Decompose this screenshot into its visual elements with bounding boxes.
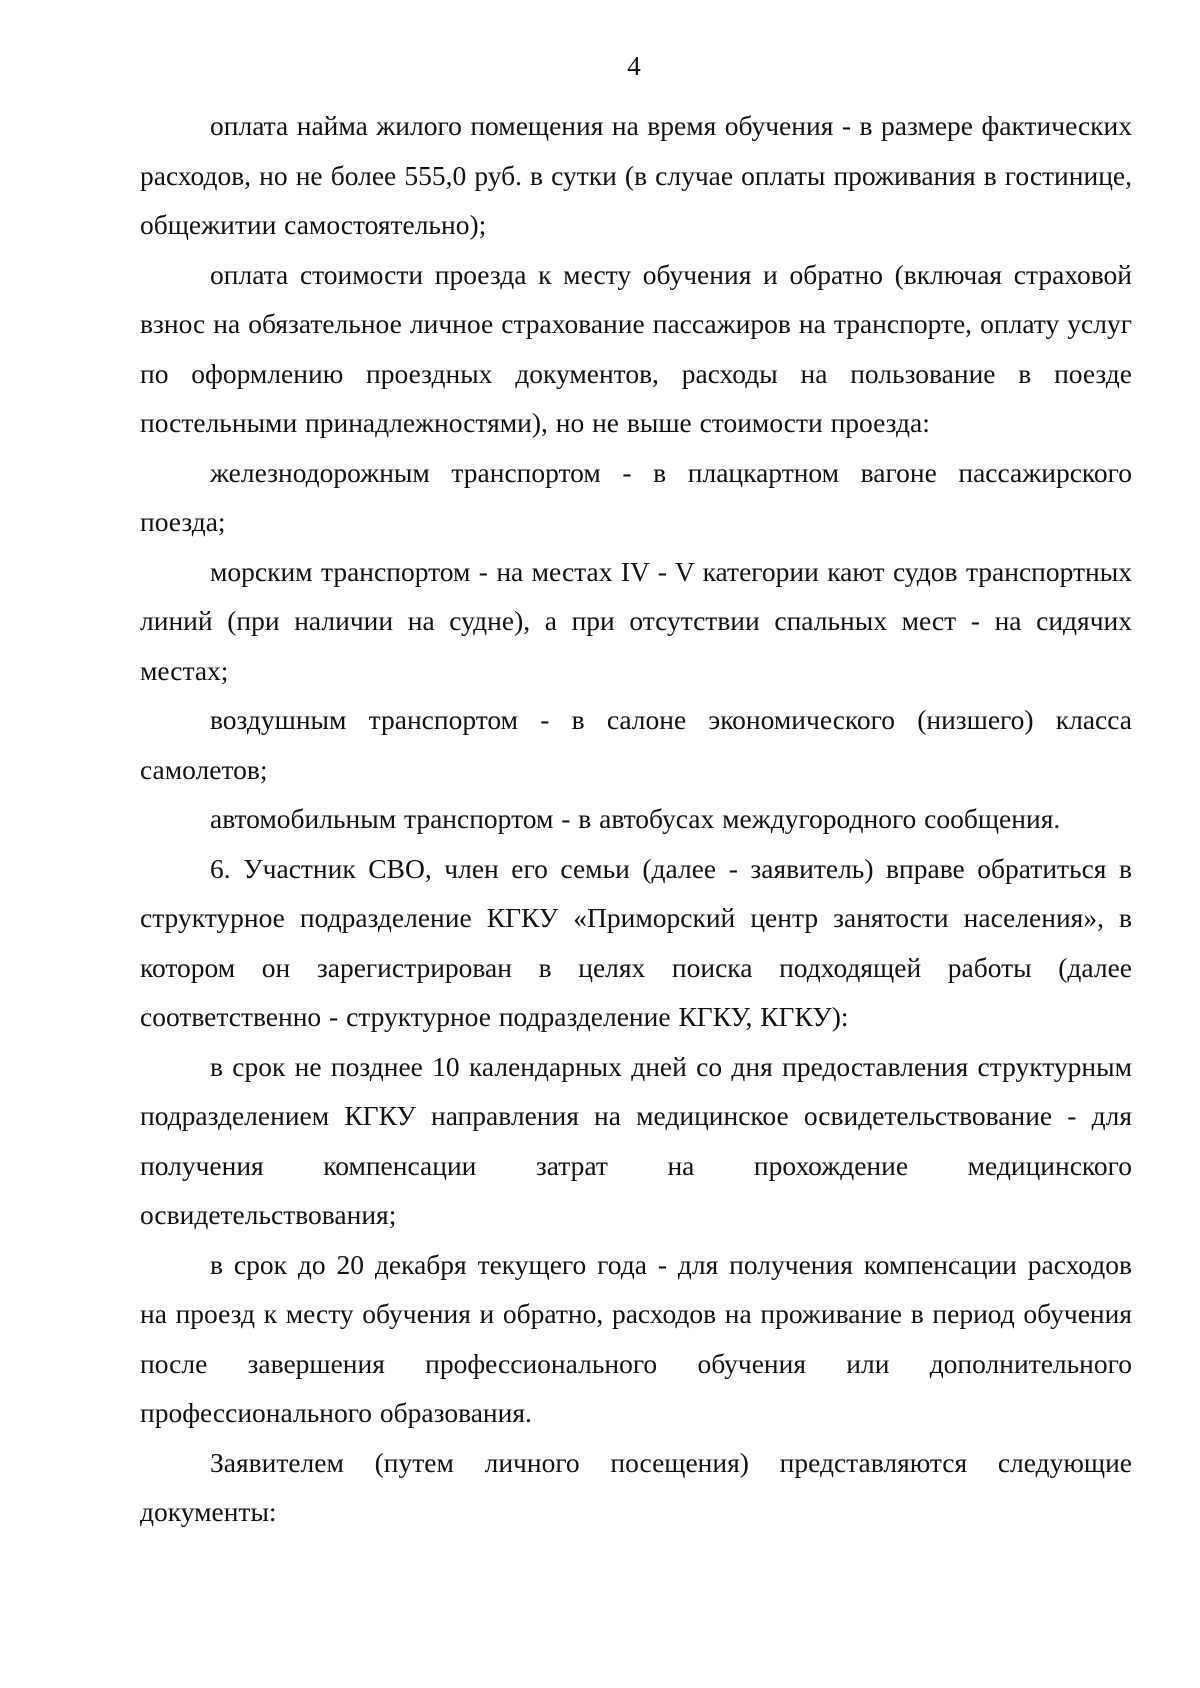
paragraph-item-6: 6. Участник СВО, член его семьи (далее - заявитель) вправе обратиться в структурное подразделение КГКУ «Приморский центр занятости населения», в котором он зарегистрирован в целях поиска подходящей работы (далее соответственно - структурное подразделение КГКУ, КГКУ): bbox=[140, 852, 1132, 1032]
paragraph-documents-intro: Заявителем (путем личного посещения) представляются следующие документы: bbox=[140, 1446, 1132, 1527]
paragraph-medical-deadline: в срок не позднее 10 календарных дней со дня предоставления структурным подразделением КГКУ направления на медицинское освидетельствование - для получения компенсации затрат на прохождение медицинского освидетельствования; bbox=[140, 1050, 1132, 1230]
paragraph-air: воздушным транспортом - в салоне экономического (низшего) класса самолетов; bbox=[140, 704, 1132, 785]
paragraph-housing-payment: оплата найма жилого помещения на время обучения - в размере фактических расходов, но не более 555,0 руб. в сутки (в случае оплаты проживания в гостинице, общежитии самостоятельно); bbox=[140, 110, 1132, 240]
document-body bbox=[140, 101, 1132, 1537]
paragraph-december-deadline: в срок до 20 декабря текущего года - для получения компенсации расходов на проезд к месту обучения и обратно, расходов на проживание в период обучения после завершения профессионального обучения или дополнительного профессионального образования. bbox=[140, 1248, 1132, 1428]
paragraph-travel-payment: оплата стоимости проезда к месту обучения и обратно (включая страховой взнос на обязательное личное страхование пассажиров на транспорте, оплату услуг по оформлению проездных документов, расходы на пользование в поезде постельными принадлежностями), но не выше стоимости проезда: bbox=[140, 258, 1132, 438]
paragraph-sea: морским транспортом - на местах IV - V категории кают судов транспортных линий (при наличии на судне), а при отсутствии спальных мест - на сидячих местах; bbox=[140, 555, 1132, 686]
paragraph-railway: железнодорожным транспортом - в плацкартном вагоне пассажирского поезда; bbox=[140, 456, 1132, 537]
page-number: 4 bbox=[627, 51, 641, 81]
paragraph-road: автомобильным транспортом - в автобусах междугородного сообщения. bbox=[210, 803, 1061, 834]
